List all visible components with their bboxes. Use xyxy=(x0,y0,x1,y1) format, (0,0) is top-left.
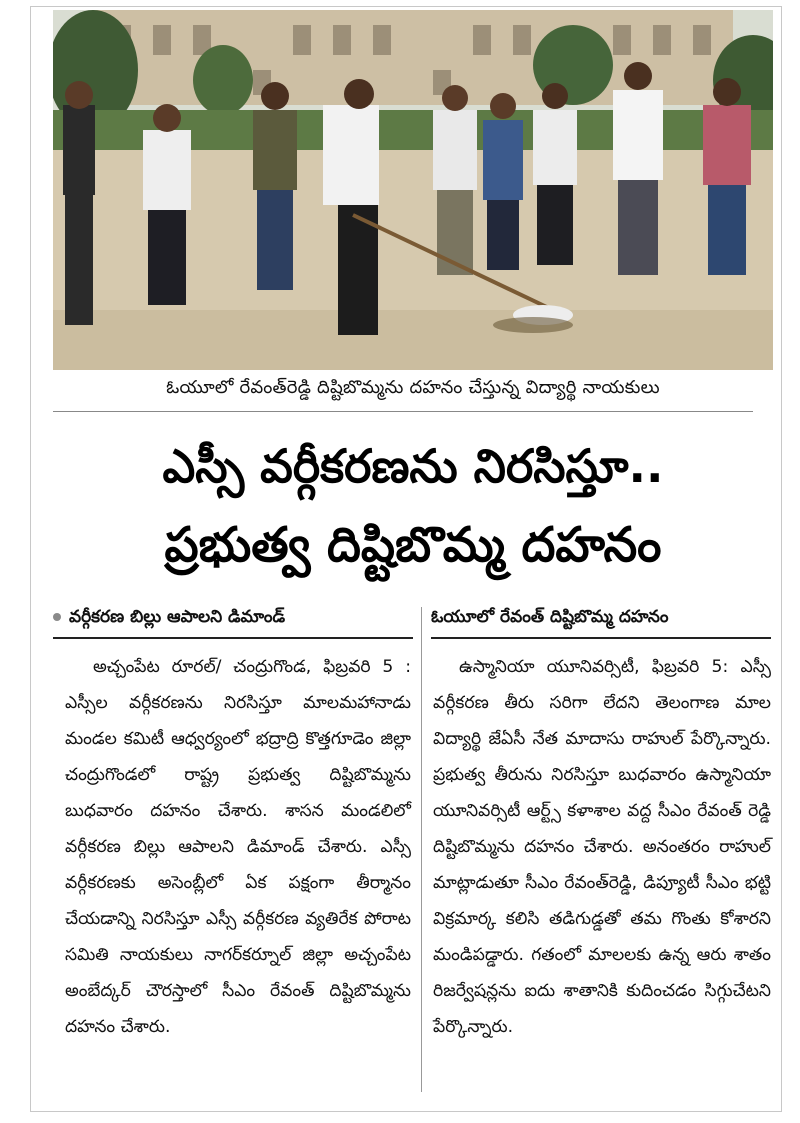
left-subheading xyxy=(53,607,413,631)
right-article-body: ఉస్మానియా యూనివర్సిటీ, ఫిబ్రవరి 5: ఎస్సీ వర్గీకరణ తీరు సరిగా లేదని తెలంగాణ మాల విద్యార్థి జేఏసీ నేత మాదాసు రాహుల్ పేర్కొన్నారు. ప్రభుత్వ తీరును నిరసిస్తూ బుధవారం ఉస్మానియా యూనివర్సిటీ ఆర్ట్స్ కళాశాల వద్ద సీఎం రేవంత్ రెడ్డి దిష్టిబొమ్మను దహనం చేశారు. అనంతరం రాహుల్ మాట్లాడుతూ సీఎం రేవంత్‌రెడ్డి, డిప్యూటీ సీఎం భట్టి విక్రమార్క కలిసి తడిగుడ్డతో తమ గొంతు కోశారని మండిపడ్డారు. గతంలో మాలలకు ఉన్న ఆరు శాతం రిజర్వేషన్లను ఐదు శాతానికి కుదించడం సిగ్గుచేటని పేర్కొన్నారు. xyxy=(433,657,771,1037)
protest-photo-illustration xyxy=(53,10,773,370)
protest-photo xyxy=(53,10,773,370)
left-subheading-rule xyxy=(53,637,413,639)
headline-line-2: ప్రభుత్వ దిష్టిబొమ్మ దహనం xyxy=(164,517,662,573)
left-subheading-text: వర్గీకరణ బిల్లు ఆపాలని డిమాండ్ xyxy=(69,607,286,627)
column-divider xyxy=(421,607,422,1092)
headline-line-1: ఎస్సీ వర్గీకరణను నిరసిస్తూ.. xyxy=(162,439,664,493)
newspaper-clipping xyxy=(30,6,782,1112)
left-article-body: అచ్చంపేట రూరల్/ చంద్రుగొండ, ఫిబ్రవరి 5 : ఎస్సీల వర్గీకరణను నిరసిస్తూ మాలమహానాడు మండల కమిటీ ఆధ్వర్యంలో భద్రాద్రి కొత్తగూడెం జిల్లా చంద్రుగొండలో రాష్ట్ర ప్రభుత్వ దిష్టిబొమ్మను బుధవారం దహనం చేశారు. శాసన మండలిలో వర్గీకరణ బిల్లు ఆపాలని డిమాండ్ చేశారు. ఎస్సీ వర్గీకరణకు అసెంబ్లీలో ఏక పక్షంగా తీర్మానం చేయడాన్ని నిరసిస్తూ ఎస్సీ వర్గీకరణ వ్యతిరేక పోరాట సమితి నాయకులు నాగర్‌కర్నూల్ జిల్లా అచ్చంపేట అంబేద్కర్ చౌరస్తాలో సీఎం రేవంత్ దిష్టిబొమ్మను దహనం చేశారు. xyxy=(65,657,411,1037)
photo-caption: ఓయూలో రేవంత్‌రెడ్డి దిష్టిబొమ్మను దహనం చేస్తున్న విద్యార్థి నాయకులు xyxy=(166,377,660,398)
right-subheading: ఓయూలో రేవంత్ దిష్టిబొమ్మ దహనం xyxy=(431,607,669,627)
caption-rule xyxy=(53,411,753,412)
right-subheading-rule xyxy=(431,637,771,639)
bullet-icon xyxy=(53,613,61,621)
